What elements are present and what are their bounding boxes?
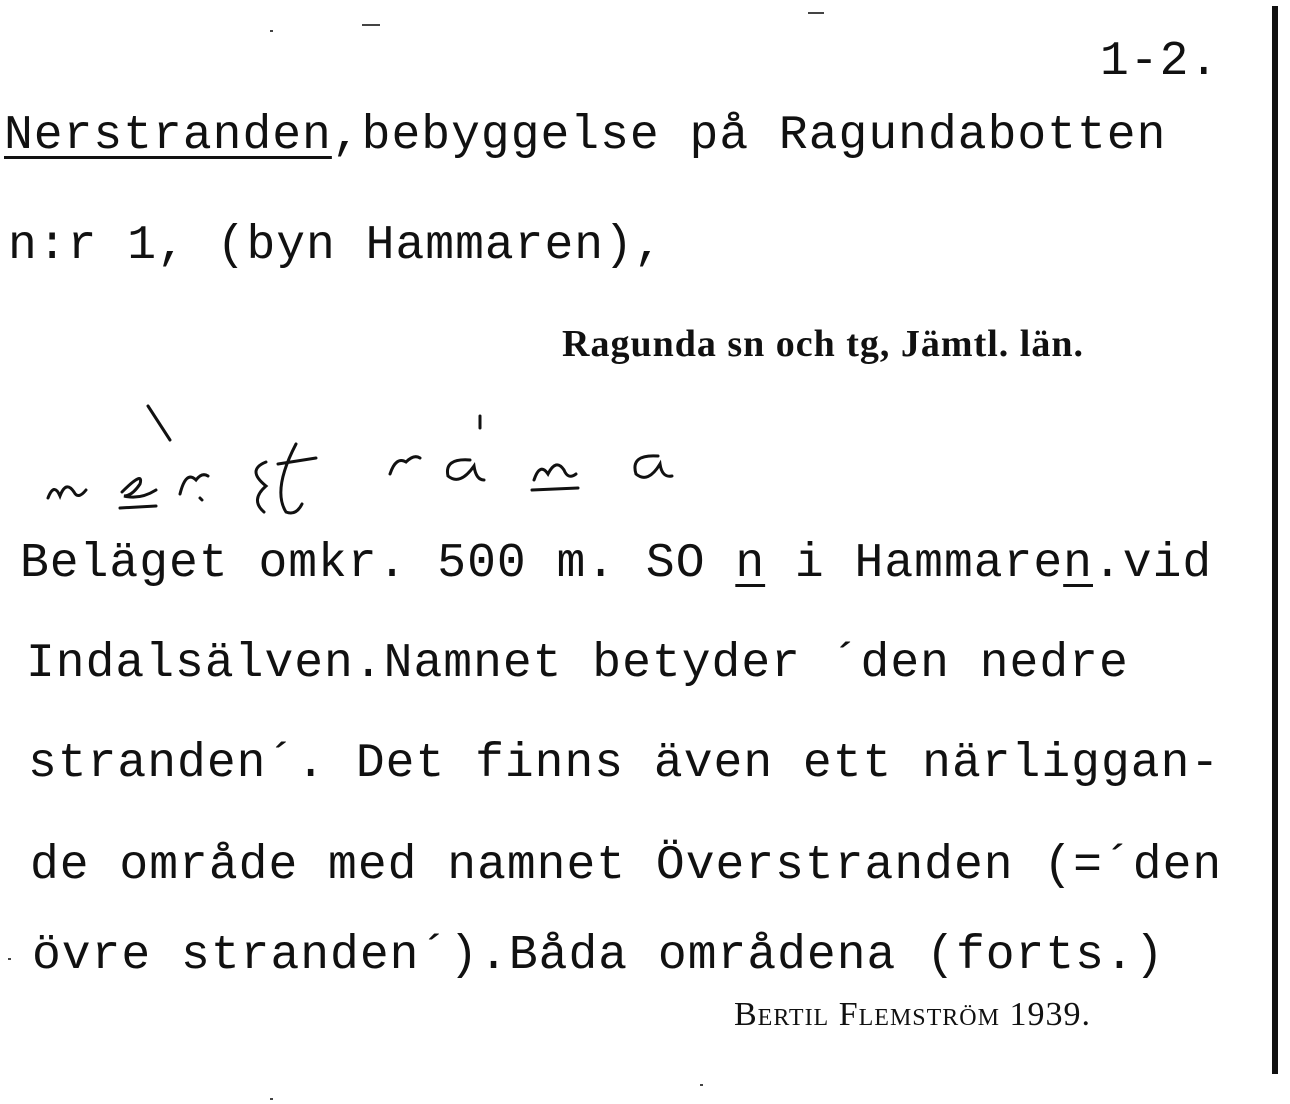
scan-speck xyxy=(700,1084,703,1086)
heading-line-2: n:r 1, (byn Hammaren), xyxy=(8,219,664,273)
body-line-4: de område med namnet Överstranden (=´den xyxy=(30,839,1223,893)
card-number: 1-2. xyxy=(1100,35,1220,89)
heading-line-1 xyxy=(4,109,1167,163)
body-line-3: stranden´. Det finns även ett närliggan- xyxy=(28,737,1221,791)
body-line-1: Beläget omkr. 500 m. SO n i Hammaren.vid xyxy=(20,537,1213,591)
scan-speck xyxy=(8,958,11,960)
heading-rest: ,bebyggelse på Ragundabotten xyxy=(331,109,1167,163)
scan-speck xyxy=(270,1098,273,1100)
body-line-5: övre stranden´).Båda områdena (forts.) xyxy=(32,929,1165,983)
card-right-edge xyxy=(1272,6,1278,1074)
parish-location: Ragunda sn och tg, Jämtl. län. xyxy=(562,323,1084,365)
pronunciation-handwriting xyxy=(40,400,680,530)
scan-speck xyxy=(270,30,273,32)
body-line-2: Indalsälven.Namnet betyder ´den nedre xyxy=(26,637,1129,691)
author-signature: Bertil Flemström 1939. xyxy=(734,996,1091,1033)
headword: Nerstranden xyxy=(4,109,332,163)
scan-speck xyxy=(808,12,824,14)
scan-speck xyxy=(362,24,380,26)
